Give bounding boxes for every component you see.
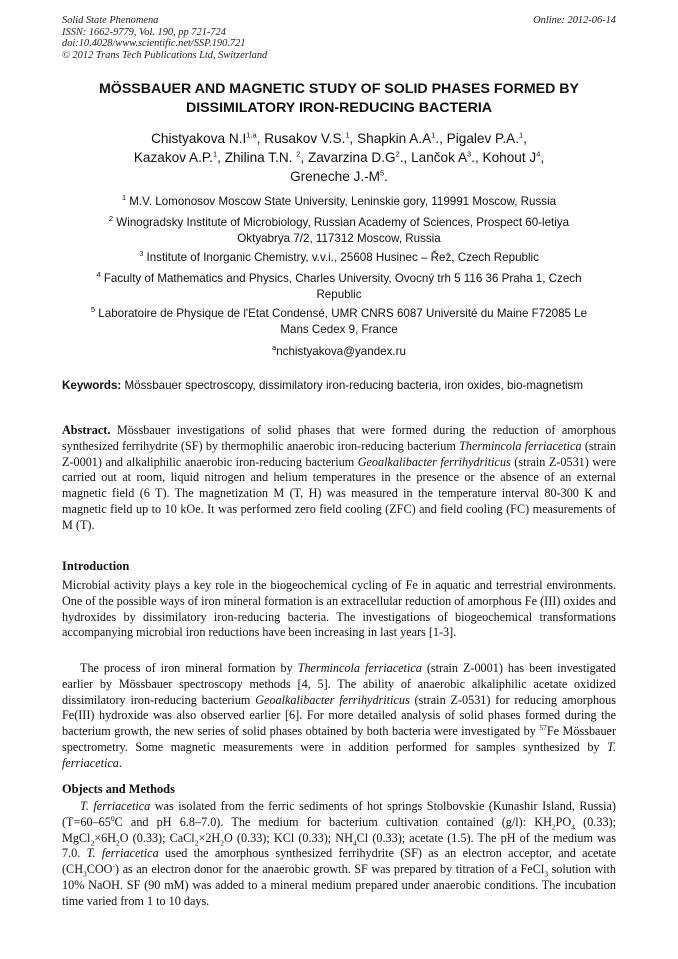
email-sup: a	[272, 343, 277, 353]
paragraph-text: used the amorphous synthesized ferrihydrite (SF) as an electron acceptor, and acetate (CH	[62, 846, 616, 877]
author: Chistyakova N.I	[151, 131, 247, 146]
author: , Zavarzina D.G	[300, 150, 396, 166]
abstract-text: Mössbauer investigations of solid phases that were formed during the reduction of amorphous synthesized ferrihydrite (SF) by thermophilic anaerobic iron-reducing bacterium	[62, 423, 616, 453]
copyright: © 2012 Trans Tech Publications Ltd, Switzerland	[62, 49, 268, 61]
paragraph-text: solution with 10% NaOH. SF (90 mM) was added to a mineral medium prepared under anaerobic conditions. The incubation time varied from 1 to 10 days.	[62, 862, 616, 908]
affiliation-text: Institute of Inorganic Chemistry, v.v.i., 25608 Husinec – Řež, Czech Republic	[146, 251, 539, 264]
abstract-text: (strain Z-0531) were carried out at room, liquid nitrogen and helium temperatures in the presence or the absence of an external magnetic field (6 T). The magnetization M (T, H) was measured in the temperature interval 80-300 K and magnetic field up to 10 kOe. It was performed zero field cooling (ZFC) and field cooling (FC) measurements of M (T).	[62, 454, 616, 532]
affiliation-line	[40, 306, 638, 322]
doi: doi:10.4028/www.scientific.net/SSP.190.721	[62, 38, 246, 50]
affiliation-3	[40, 250, 638, 266]
title-line-1: MÖSSBAUER AND MAGNETIC STUDY OF SOLID PHASES FORMED BY	[98, 81, 580, 97]
author-line-2	[40, 148, 638, 167]
paragraph-text: was isolated from the ferric sediments of hot springs Stolbovskie (Kunashir Island, Russia) (T=60–65	[62, 799, 616, 829]
formula-sub: 2	[115, 838, 120, 848]
species-name: Thermincola ferriacetica	[297, 661, 422, 675]
author-sup: 1,a	[246, 130, 257, 140]
author: .	[384, 169, 388, 185]
affiliation-text: Faculty of Mathematics and Physics, Charles University, Ovocný trh 5 116 36 Praha 1, Czech	[103, 272, 582, 285]
author-sup: 1	[518, 130, 524, 140]
author: ,	[523, 131, 527, 146]
abstract-text: (strain Z-0001) and alkaliphilic anaerobic iron-reducing bacterium	[62, 438, 616, 469]
affiliation-2	[40, 215, 638, 247]
paragraph-text: COO	[86, 862, 113, 877]
affiliation-line: Republic	[316, 287, 362, 301]
journal-header	[62, 15, 267, 61]
introduction-paragraph-1: Microbial activity plays a key role in the biogeochemical cycling of Fe in aquatic and terrestrial environments. One of the possible ways of iron mineral formation is an extracellular reduction of amorphous Fe (III) oxides and hydroxides by dissimilatory iron-reducing bacteria. The investigations of biogeochemical transformations accompanying microbial iron reductions have been increasing in last years [1-3].	[62, 578, 616, 640]
formula-sub: 3	[544, 869, 548, 879]
affiliation-text: Laboratoire de Physique de l'Etat Condensé, UMR CNRS 6087 Université du Maine F72085 Le	[98, 307, 588, 320]
paragraph-text: (strain Z-0531) for reducing amorphous Fe(III) hydroxide was also observed earlier [6]. For more detailed analysis of solid phases formed during the bacterium growth, the new series of solid phases obtained by both bacteria were investigated by	[62, 692, 616, 739]
affiliation-sup: 3	[139, 249, 144, 259]
paragraph-text: .	[118, 755, 122, 770]
formula-sub: 2	[551, 822, 556, 832]
species-name: T. ferriacetica	[86, 846, 159, 861]
author: ., Pigalev P.A.	[435, 131, 519, 146]
affiliation-line	[40, 215, 638, 231]
journal-name: Solid State Phenomena	[62, 15, 159, 26]
affiliation-text: Winogradsky Institute of Microbiology, Russian Academy of Sciences, Prospect 60-letiya	[116, 216, 570, 229]
author-list	[40, 129, 638, 187]
author-line-1	[40, 129, 638, 148]
author-sup: 3	[467, 149, 472, 159]
species-name: Geoalkalibacter ferrihydriticus	[255, 692, 410, 707]
author-sup: 1	[212, 149, 218, 159]
author-sup: 5	[379, 168, 385, 178]
formula-sub: 2	[90, 838, 95, 848]
section-heading-introduction: Introduction	[62, 559, 130, 573]
affiliation-sup: 5	[90, 305, 96, 315]
email-text: nchistyakova@yandex.ru	[276, 345, 406, 358]
affiliation-1	[40, 194, 638, 210]
paragraph-text: (strain Z-0001) has been investigated earlier by Mössbauer spectroscopy methods [4, 5]. The ability of anaerobic alkaliphilic acetate oxidized dissimilatory iron-reducing bacterium	[62, 661, 616, 707]
paragraph-text: (0.33); MgCl	[62, 814, 616, 845]
title-line-2: DISSIMILATORY IRON-REDUCING BACTERIA	[185, 99, 493, 116]
author: Greneche J.-M	[290, 169, 380, 185]
affiliation-5	[40, 306, 638, 338]
methods-paragraph	[62, 799, 616, 910]
author: , Zhilina T.N.	[217, 150, 297, 166]
paragraph-text: ×6H	[94, 830, 116, 845]
online-date: Online: 2012-06-14	[533, 15, 616, 26]
author-sup: 4	[536, 149, 541, 159]
author-sup: 2	[296, 149, 301, 159]
author: ., Lančok A	[399, 150, 468, 166]
issn: ISSN: 1662-9779, Vol. 190, pp 721-724	[62, 26, 226, 38]
author: , Shapkin A.A	[349, 131, 432, 146]
author: Kazakov A.P.	[133, 150, 213, 166]
species-name: Thermincola ferriacetica	[459, 438, 582, 453]
species-name: T. ferriacetica	[62, 739, 616, 770]
species-name: Geoalkalibacter ferrihydriticus	[357, 454, 511, 469]
keywords-label: Keywords:	[62, 379, 122, 392]
author: ,	[540, 150, 545, 166]
paragraph-text: ) as an electron donor for the anaerobic growth. SF was prepared by titration of a FeCl	[114, 862, 545, 877]
affiliation-4	[40, 271, 638, 303]
paragraph-text: C and pH 6.8–7.0). The medium for bacterium cultivation contained (g/l): KH	[114, 814, 552, 829]
contact-email	[40, 344, 638, 360]
formula-sub: 3	[83, 869, 87, 879]
affiliation-sup: 1	[121, 193, 127, 203]
keywords-text: Mössbauer spectroscopy, dissimilatory iron-reducing bacteria, iron oxides, bio-magnetism	[121, 379, 584, 392]
paragraph-text: The process of iron mineral formation by	[80, 661, 298, 675]
formula-sub: 4	[352, 838, 357, 848]
formula-sub: 4	[571, 822, 575, 832]
keywords	[62, 378, 616, 393]
author: ., Kohout J	[471, 150, 537, 166]
abstract	[62, 423, 616, 534]
affiliation-line: Mans Cedex 9, France	[280, 322, 398, 336]
affiliation-text: M.V. Lomonosov Moscow State University, Leninskie gory, 119991 Moscow, Russia	[129, 195, 557, 208]
affiliation-line	[40, 271, 638, 287]
author-sup: 1	[431, 130, 436, 140]
paragraph-text: PO	[555, 814, 572, 829]
author-sup: 2	[395, 149, 400, 159]
formula-sub: 2	[220, 838, 224, 848]
introduction-paragraph-2	[62, 661, 616, 772]
abstract-label: Abstract.	[62, 423, 111, 437]
affiliation-sup: 2	[108, 214, 114, 224]
formula-sub: 2	[194, 838, 199, 848]
species-name: T. ferriacetica	[80, 799, 151, 813]
paragraph-text: O (0.33); CaCl	[119, 830, 195, 845]
author: , Rusakov V.S.	[256, 131, 346, 146]
paragraph-text: ×2H	[198, 830, 221, 845]
paragraph-text: Fe Mössbauer spectrometry. Some magnetic measurements were in addition performed for samples synthesized by	[62, 724, 617, 754]
affiliation-sup: 4	[96, 270, 101, 280]
paragraph-text: Cl (0.33); acetate (1.5). The pH of the medium was 7.0.	[62, 830, 617, 861]
author-sup: 1	[345, 130, 350, 140]
section-heading-methods: Objects and Methods	[62, 782, 175, 796]
isotope-sup: 57	[539, 723, 547, 733]
paper-title	[40, 80, 638, 117]
author-line-3	[40, 167, 638, 186]
affiliation-line: Oktyabrya 7/2, 117312 Moscow, Russia	[237, 231, 441, 245]
charge-sup: -	[112, 861, 115, 871]
degree-sup: 0	[110, 813, 115, 823]
paragraph-text: O (0.33); KCl (0.33); NH	[223, 830, 353, 845]
